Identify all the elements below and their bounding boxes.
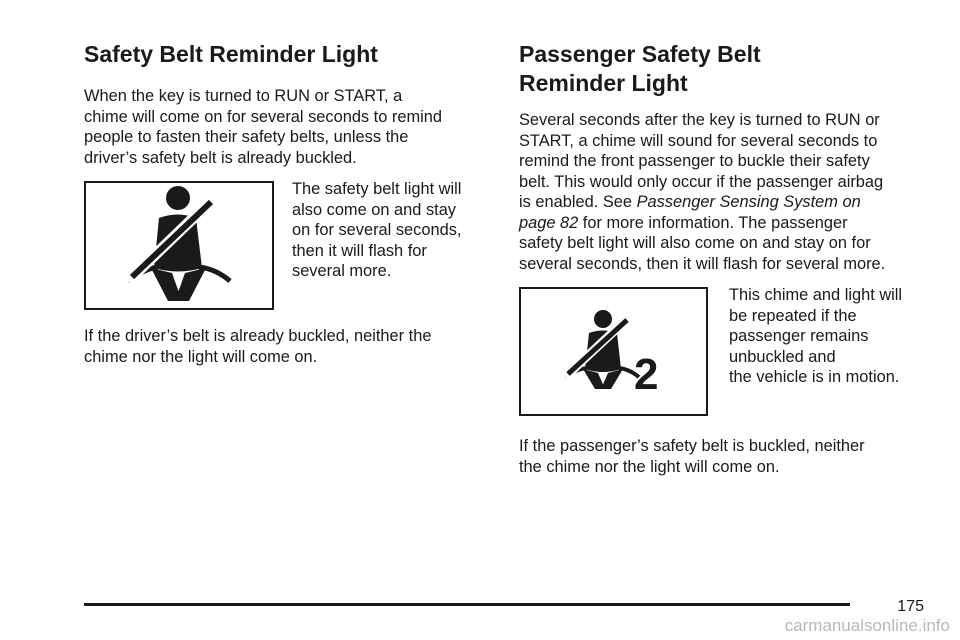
left-column	[84, 40, 484, 168]
footer-rule	[84, 603, 850, 606]
cross-reference-link[interactable]: Passenger Sensing System on	[636, 193, 861, 211]
right-intro: Several seconds after the key is turned to RUN or START, a chime will sound for several seconds to remind the front passenger to buckle their safety belt. This would only occur if the passenger airbag is enabled. See Passenger Sensing System on page 82 for more information. The passenger safety belt light will also come on and stay on for several seconds, then it will flash for several more.	[519, 111, 886, 273]
driver-seatbelt-figure	[84, 181, 274, 310]
right-side-text: This chime and light will be repeated if the passenger remains unbuckled and the vehicle is in motion.	[729, 286, 903, 386]
right-heading: Passenger Safety Belt Reminder Light	[519, 41, 761, 96]
right-column	[519, 40, 924, 274]
watermark: carmanualsonline.info	[784, 616, 950, 635]
driver-seatbelt-icon	[86, 183, 272, 308]
page-number: 175	[897, 598, 924, 615]
passenger-icon-number: 2	[634, 350, 659, 399]
cross-reference-page[interactable]: page 82	[519, 213, 579, 232]
left-intro: When the key is turned to RUN or START, a chime will come on for several seconds to remind people to fasten their safety belts, unless the driver’s safety belt is already buckled.	[84, 87, 443, 167]
left-side-text: The safety belt light will also come on and stay on for several seconds, then it will flash for several more.	[292, 180, 462, 280]
left-heading: Safety Belt Reminder Light	[84, 41, 378, 67]
left-outro: If the driver’s belt is already buckled, neither the chime nor the light will come on.	[84, 327, 432, 366]
passenger-seatbelt-icon	[521, 289, 706, 414]
passenger-seatbelt-figure	[519, 287, 708, 416]
right-outro: If the passenger’s safety belt is buckled, neither the chime nor the light will come on.	[519, 437, 865, 476]
